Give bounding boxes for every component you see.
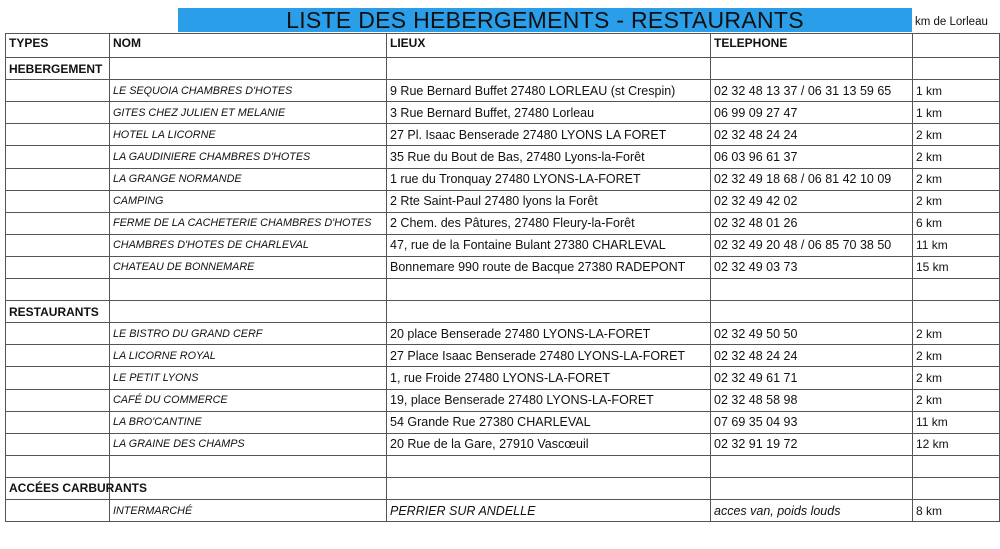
- cell-km: 2 km: [913, 146, 1000, 168]
- cell-nom: CAMPING: [110, 190, 387, 212]
- cell-lieux: [387, 455, 711, 477]
- table-row: [6, 301, 1000, 323]
- cell-lieux: 1, rue Froide 27480 LYONS-LA-FORET: [387, 367, 711, 389]
- cell-km: 2 km: [913, 323, 1000, 345]
- cell-nom: LA GAUDINIERE CHAMBRES D'HOTES: [110, 146, 387, 168]
- cell-telephone: acces van, poids louds: [711, 499, 913, 521]
- cell-telephone: [711, 455, 913, 477]
- cell-km: 1 km: [913, 102, 1000, 124]
- cell-km: 2 km: [913, 190, 1000, 212]
- cell-nom: LA LICORNE ROYAL: [110, 345, 387, 367]
- cell-nom: [110, 58, 387, 80]
- header-telephone: TELEPHONE: [711, 34, 913, 58]
- cell-lieux: 54 Grande Rue 27380 CHARLEVAL: [387, 411, 711, 433]
- cell-type: [6, 323, 110, 345]
- cell-lieux: [387, 301, 711, 323]
- cell-type: [6, 345, 110, 367]
- cell-type: [6, 124, 110, 146]
- cell-type: [6, 455, 110, 477]
- cell-km: 6 km: [913, 212, 1000, 234]
- cell-nom: LA GRAINE DES CHAMPS: [110, 433, 387, 455]
- table-row: [6, 345, 1000, 367]
- cell-km: [913, 279, 1000, 301]
- cell-lieux: 27 Place Isaac Benserade 27480 LYONS-LA-FORET: [387, 345, 711, 367]
- title-bar: [0, 8, 912, 32]
- km-column-header: km de Lorleau: [915, 16, 988, 28]
- cell-telephone: 02 32 49 42 02: [711, 190, 913, 212]
- cell-type: [6, 256, 110, 278]
- cell-lieux: 3 Rue Bernard Buffet, 27480 Lorleau: [387, 102, 711, 124]
- cell-nom: GITES CHEZ JULIEN ET MELANIE: [110, 102, 387, 124]
- cell-telephone: 02 32 49 50 50: [711, 323, 913, 345]
- table-row: [6, 256, 1000, 278]
- table-row: [6, 58, 1000, 80]
- table-row: [6, 190, 1000, 212]
- table-row: [6, 477, 1000, 499]
- cell-telephone: 06 03 96 61 37: [711, 146, 913, 168]
- table-row: [6, 367, 1000, 389]
- cell-lieux: [387, 477, 711, 499]
- table-row: [6, 389, 1000, 411]
- cell-telephone: 02 32 48 58 98: [711, 389, 913, 411]
- cell-km: 2 km: [913, 345, 1000, 367]
- header-km: [913, 34, 1000, 58]
- table-row: [6, 124, 1000, 146]
- cell-telephone: 02 32 49 61 71: [711, 367, 913, 389]
- cell-telephone: 02 32 91 19 72: [711, 433, 913, 455]
- cell-telephone: 02 32 48 24 24: [711, 345, 913, 367]
- cell-km: [913, 477, 1000, 499]
- table-row: [6, 499, 1000, 521]
- table-row: [6, 323, 1000, 345]
- cell-telephone: 02 32 48 01 26: [711, 212, 913, 234]
- cell-nom: LA BRO'CANTINE: [110, 411, 387, 433]
- header-row: [6, 34, 1000, 58]
- cell-telephone: 02 32 48 13 37 / 06 31 13 59 65: [711, 80, 913, 102]
- header-lieux: LIEUX: [387, 34, 711, 58]
- cell-lieux: [387, 58, 711, 80]
- cell-lieux: 20 place Benserade 27480 LYONS-LA-FORET: [387, 323, 711, 345]
- table-row: [6, 455, 1000, 477]
- cell-lieux: 1 rue du Tronquay 27480 LYONS-LA-FORET: [387, 168, 711, 190]
- cell-lieux: [387, 279, 711, 301]
- cell-nom: LE BISTRO DU GRAND CERF: [110, 323, 387, 345]
- cell-lieux: 20 Rue de la Gare, 27910 Vascœuil: [387, 433, 711, 455]
- cell-nom: [110, 477, 387, 499]
- cell-type: [6, 433, 110, 455]
- cell-type: [6, 168, 110, 190]
- cell-km: [913, 58, 1000, 80]
- table-row: [6, 411, 1000, 433]
- cell-type: [6, 212, 110, 234]
- cell-km: 12 km: [913, 433, 1000, 455]
- cell-km: 1 km: [913, 80, 1000, 102]
- cell-km: 11 km: [913, 411, 1000, 433]
- cell-type: HEBERGEMENT: [6, 58, 110, 80]
- cell-nom: CAFÉ DU COMMERCE: [110, 389, 387, 411]
- cell-lieux: Bonnemare 990 route de Bacque 27380 RADEPONT: [387, 256, 711, 278]
- cell-telephone: 02 32 49 18 68 / 06 81 42 10 09: [711, 168, 913, 190]
- table-row: [6, 168, 1000, 190]
- cell-nom: LE PETIT LYONS: [110, 367, 387, 389]
- cell-lieux: 2 Rte Saint-Paul 27480 lyons la Forêt: [387, 190, 711, 212]
- cell-lieux: 2 Chem. des Pâtures, 27480 Fleury-la-Forêt: [387, 212, 711, 234]
- cell-type: ACCÉES CARBURANTS: [6, 477, 110, 499]
- table-row: [6, 102, 1000, 124]
- cell-km: 2 km: [913, 124, 1000, 146]
- cell-lieux: 27 Pl. Isaac Benserade 27480 LYONS LA FORET: [387, 124, 711, 146]
- cell-lieux: 35 Rue du Bout de Bas, 27480 Lyons-la-Forêt: [387, 146, 711, 168]
- cell-telephone: [711, 477, 913, 499]
- cell-nom: LE SEQUOIA CHAMBRES D'HOTES: [110, 80, 387, 102]
- cell-km: 8 km: [913, 499, 1000, 521]
- cell-type: [6, 146, 110, 168]
- cell-lieux: 47, rue de la Fontaine Bulant 27380 CHARLEVAL: [387, 234, 711, 256]
- cell-nom: FERME DE LA CACHETERIE CHAMBRES D'HOTES: [110, 212, 387, 234]
- cell-telephone: 07 69 35 04 93: [711, 411, 913, 433]
- cell-nom: CHATEAU DE BONNEMARE: [110, 256, 387, 278]
- cell-type: [6, 499, 110, 521]
- cell-telephone: 02 32 49 20 48 / 06 85 70 38 50: [711, 234, 913, 256]
- cell-telephone: 02 32 49 03 73: [711, 256, 913, 278]
- table-row: [6, 279, 1000, 301]
- cell-lieux: PERRIER SUR ANDELLE: [387, 499, 711, 521]
- header-nom: NOM: [110, 34, 387, 58]
- cell-nom: CHAMBRES D'HOTES DE CHARLEVAL: [110, 234, 387, 256]
- table-row: [6, 80, 1000, 102]
- cell-km: 15 km: [913, 256, 1000, 278]
- cell-type: [6, 80, 110, 102]
- cell-type: [6, 279, 110, 301]
- cell-telephone: [711, 279, 913, 301]
- cell-type: [6, 234, 110, 256]
- cell-km: [913, 301, 1000, 323]
- table-row: [6, 212, 1000, 234]
- listing-table: [5, 33, 1000, 522]
- cell-lieux: 19, place Benserade 27480 LYONS-LA-FORET: [387, 389, 711, 411]
- cell-km: [913, 455, 1000, 477]
- page-title: LISTE DES HEBERGEMENTS - RESTAURANTS: [178, 8, 912, 32]
- cell-nom: HOTEL LA LICORNE: [110, 124, 387, 146]
- cell-km: 2 km: [913, 389, 1000, 411]
- cell-nom: LA GRANGE NORMANDE: [110, 168, 387, 190]
- cell-nom: [110, 279, 387, 301]
- cell-km: 2 km: [913, 367, 1000, 389]
- cell-type: [6, 190, 110, 212]
- cell-km: 11 km: [913, 234, 1000, 256]
- cell-nom: INTERMARCHÉ: [110, 499, 387, 521]
- table-row: [6, 234, 1000, 256]
- cell-type: [6, 367, 110, 389]
- table-row: [6, 146, 1000, 168]
- cell-type: RESTAURANTS: [6, 301, 110, 323]
- cell-telephone: [711, 58, 913, 80]
- cell-type: [6, 102, 110, 124]
- cell-nom: [110, 301, 387, 323]
- title-spacer: [0, 8, 178, 32]
- cell-lieux: 9 Rue Bernard Buffet 27480 LORLEAU (st Crespin): [387, 80, 711, 102]
- cell-type: [6, 389, 110, 411]
- table-row: [6, 433, 1000, 455]
- cell-telephone: 06 99 09 27 47: [711, 102, 913, 124]
- cell-telephone: 02 32 48 24 24: [711, 124, 913, 146]
- cell-km: 2 km: [913, 168, 1000, 190]
- header-types: TYPES: [6, 34, 110, 58]
- cell-type: [6, 411, 110, 433]
- cell-nom: [110, 455, 387, 477]
- cell-telephone: [711, 301, 913, 323]
